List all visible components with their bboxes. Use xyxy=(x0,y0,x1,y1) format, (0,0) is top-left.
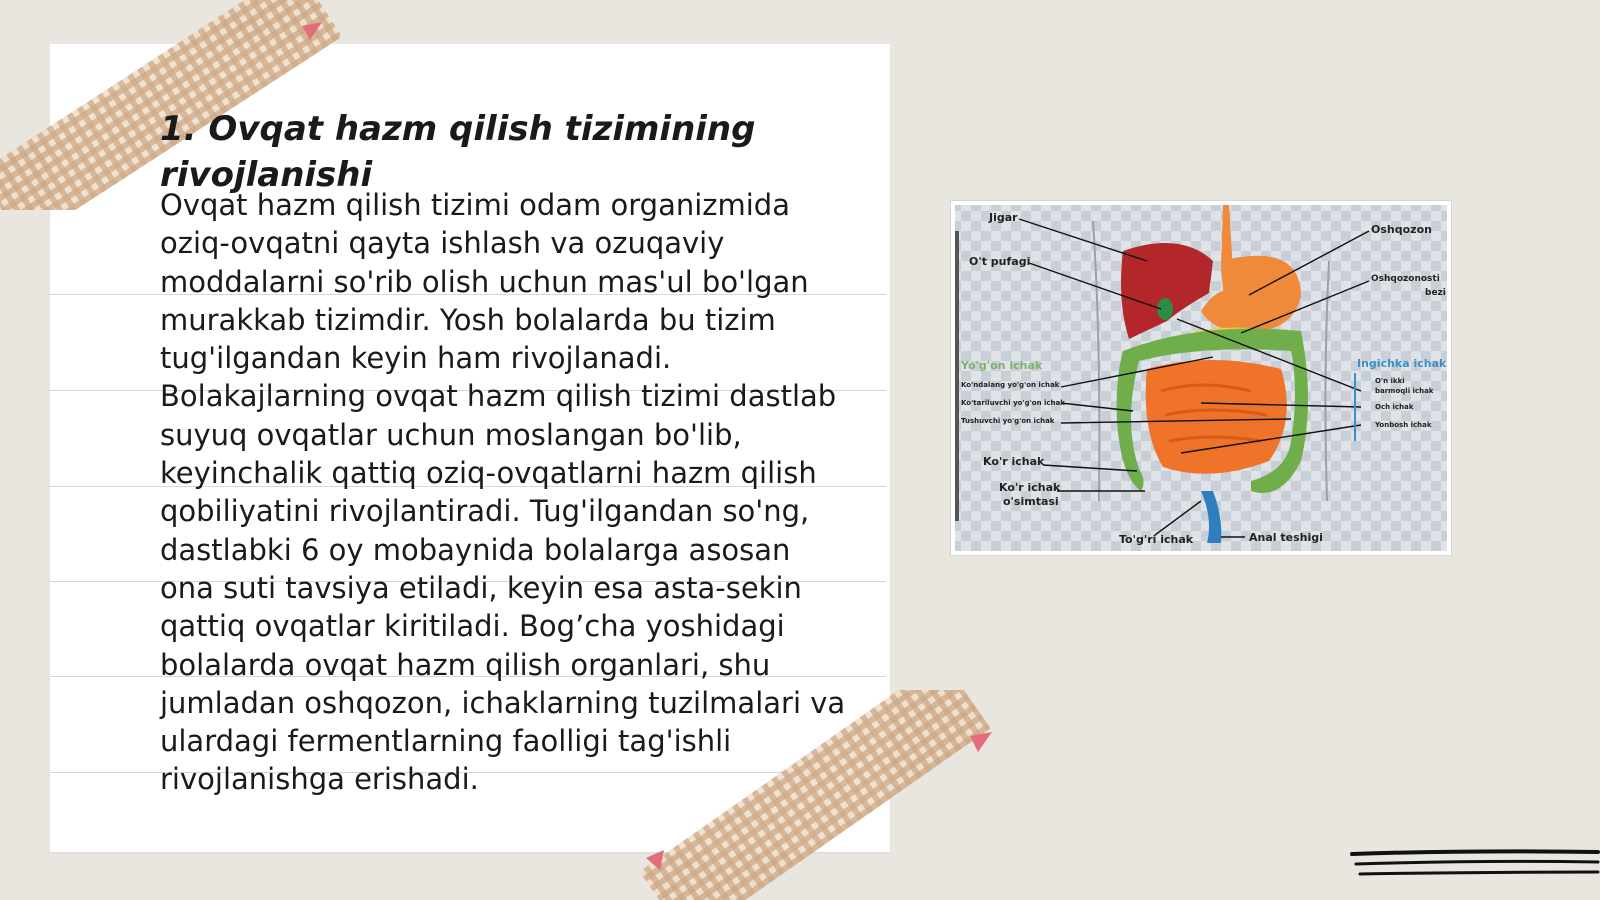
label-ot-pufagi: O't pufagi xyxy=(969,255,1031,268)
label-ingichka-ichak: Ingichka ichak xyxy=(1357,357,1447,370)
label-och-ichak: Och ichak xyxy=(1375,403,1414,411)
digestive-system-diagram xyxy=(950,200,1452,556)
label-yogon-ichak: Yo'g'on ichak xyxy=(961,359,1043,372)
label-anal-teshigi: Anal teshigi xyxy=(1249,531,1323,544)
label-oshqozon: Oshqozon xyxy=(1371,223,1432,236)
label-yonbosh-ichak: Yonbosh ichak xyxy=(1375,421,1432,429)
label-togri-ichak: To'g'ri ichak xyxy=(1119,533,1194,546)
decorative-brush-strokes xyxy=(1350,848,1600,888)
label-kor-ichak-osimtasi-2: o'simtasi xyxy=(1003,495,1059,508)
label-kor-ichak: Ko'r ichak xyxy=(983,455,1045,468)
label-oshqozonosti: Oshqozonosti xyxy=(1371,274,1440,284)
digestive-system-illustration xyxy=(951,201,1451,555)
label-oshqozonosti-bezi: bezi xyxy=(1425,288,1446,298)
slide-body-text: Ovqat hazm qilish tizimi odam organizmida oziq-ovqatni qayta ishlash va ozuqaviy moddalarni so'rib olish uchun mas'ul bo'lgan murakkab tizimdir. Yosh bolalarda bu tizim tug'ilgandan keyin ham rivojlanadi. Bolakajlarning ovqat hazm qilish tizimi dastlab suyuq ovqatlar uchun moslangan bo'lib, keyinchalik qattiq oziq-ovqatlarni hazm qilish qobiliyatini rivojlantiradi. Tug'ilgandan so'ng, dastlabki 6 oy mobaynida bolalarga asosan ona suti tavsiya etiladi, keyin esa asta-sekin qattiq ovqatlar kiritiladi. Bog’cha yoshidagi bolalarda ovqat hazm qilish organlari, shu jumladan oshqozon, ichaklarning tuzilmalari va ulardagi fermentlarning faolligi tag'ishli rivojlanishga erishadi. xyxy=(160,188,846,797)
slide-title: 1. Ovqat hazm qilish tizimining rivojlanishi xyxy=(160,109,756,195)
label-on-ikki-barmoqli-ichak: barmoqli ichak xyxy=(1375,387,1434,395)
small-intestine-shape xyxy=(1146,360,1287,474)
label-jigar: Jigar xyxy=(989,211,1018,224)
label-kotariluvchi-yogon-ichak: Ko'tariluvchi yo'g'on ichak xyxy=(961,399,1065,407)
label-kondalang-yogon-ichak: Ko'ndalang yo'g'on ichak xyxy=(961,381,1060,389)
label-kor-ichak-osimtasi-1: Ko'r ichak xyxy=(999,481,1061,494)
label-tushuvchi-yogon-ichak: Tushuvchi yo'g'on ichak xyxy=(961,417,1055,425)
label-on-ikki: O'n ikki xyxy=(1375,377,1405,385)
